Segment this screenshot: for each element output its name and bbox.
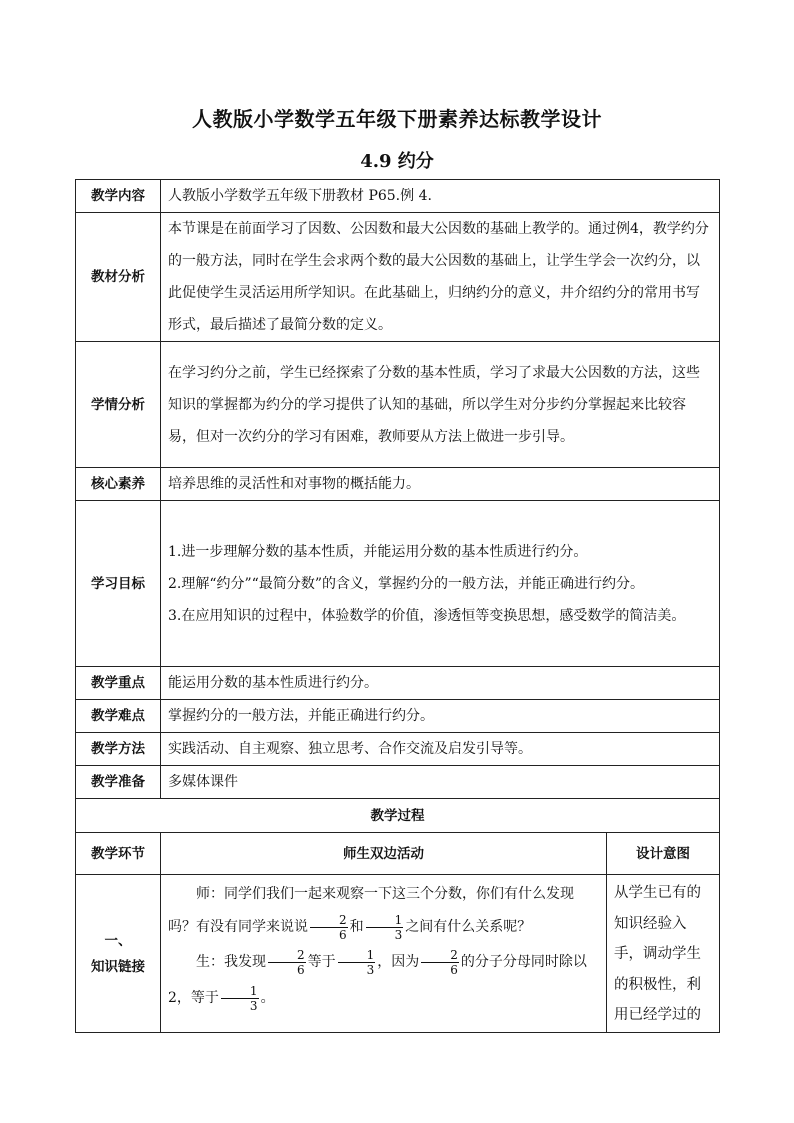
row-label: 学习目标 xyxy=(76,501,161,667)
teacher-text: 之间有什么关系呢？ xyxy=(405,919,532,935)
fraction-one-third xyxy=(338,949,376,976)
row-text: 掌握约分的一般方法，并能正确进行约分。 xyxy=(161,700,720,733)
fraction-denominator: 3 xyxy=(249,998,258,1013)
lesson-subtitle: 4.9 约分 xyxy=(360,151,434,172)
row-text: 在学习约分之前，学生已经探索了分数的基本性质，学习了求最大公因数的方法，这些知识的掌握都为约分的学习提供了认知的基础，所以学生对分步约分掌握起来比较容易，但对一次约分的学习有困难，教师要从方法上做进一步引导。 xyxy=(161,342,720,468)
fraction-numerator: 2 xyxy=(268,949,306,963)
student-text: 。 xyxy=(260,990,275,1006)
row-text: 培养思维的灵活性和对事物的概括能力。 xyxy=(161,468,720,501)
process-heading-row xyxy=(76,799,720,833)
lesson-plan-table xyxy=(75,179,720,1033)
stage-cell xyxy=(76,875,161,1033)
fraction-two-sixths xyxy=(268,949,306,976)
fraction-numerator: 2 xyxy=(310,914,348,928)
fraction-numerator: 1 xyxy=(338,949,376,963)
row-method xyxy=(76,733,720,766)
goal-item: 1.进一步理解分数的基本性质，并能运用分数的基本性质进行约分。 xyxy=(168,543,588,560)
stage-name: 知识链接 xyxy=(91,958,145,975)
row-label: 学情分析 xyxy=(76,342,161,468)
row-core-literacy xyxy=(76,468,720,501)
row-label: 教材分析 xyxy=(76,213,161,342)
row-label: 教学难点 xyxy=(76,700,161,733)
fraction-denominator: 3 xyxy=(394,927,403,942)
intent-cell: 从学生已有的知识经验入手，调动学生的积极性，利用已经学过的 xyxy=(607,875,720,1033)
stage-number: 一、 xyxy=(104,932,132,949)
row-learning-goals xyxy=(76,501,720,667)
fraction-one-third xyxy=(221,985,259,1012)
row-key-point xyxy=(76,667,720,700)
student-dialogue xyxy=(168,944,599,1016)
fraction-two-sixths xyxy=(421,949,459,976)
row-preparation xyxy=(76,766,720,799)
fraction-two-sixths xyxy=(310,914,348,941)
row-material-analysis xyxy=(76,213,720,342)
student-text: 生：我发现 xyxy=(196,954,266,970)
fraction-denominator: 6 xyxy=(450,962,458,977)
fraction-numerator: 2 xyxy=(421,949,459,963)
goal-item: 2.理解“约分”“最简分数”的含义，掌握约分的一般方法，并能正确进行约分。 xyxy=(168,575,644,592)
student-text: 的分子分母同时除以 2，等于 xyxy=(168,954,587,1006)
row-label: 教学方法 xyxy=(76,733,161,766)
row-label: 教学内容 xyxy=(76,180,161,213)
row-difficulty xyxy=(76,700,720,733)
row-text: 人教版小学数学五年级下册教材 P65.例 4. xyxy=(161,180,720,213)
col-activity-header: 师生双边活动 xyxy=(161,833,607,875)
row-content xyxy=(76,180,720,213)
fraction-numerator: 1 xyxy=(221,985,259,999)
goal-item: 3.在应用知识的过程中，体验数学的价值，渗透恒等变换思想，感受数学的简洁美。 xyxy=(168,607,686,624)
fraction-one-third xyxy=(366,914,404,941)
teacher-text: 师：同学们我们一起来观察一下这三个分数，你们有什么发现吗？有没有同学来说说 xyxy=(168,886,574,935)
row-text: 实践活动、自主观察、独立思考、合作交流及启发引导等。 xyxy=(161,733,720,766)
row-label: 教学重点 xyxy=(76,667,161,700)
student-text: ，因为 xyxy=(377,954,420,970)
fraction-denominator: 6 xyxy=(339,927,347,942)
process-heading: 教学过程 xyxy=(76,799,720,833)
row-text: 能运用分数的基本性质进行约分。 xyxy=(161,667,720,700)
process-row-knowledge-link xyxy=(76,875,720,1033)
fraction-denominator: 3 xyxy=(366,962,375,977)
student-text: 等于 xyxy=(307,954,336,970)
row-text: 多媒体课件 xyxy=(161,766,720,799)
process-column-headers xyxy=(76,833,720,875)
row-label: 核心素养 xyxy=(76,468,161,501)
activity-cell xyxy=(161,875,607,1033)
goal-list xyxy=(161,501,720,667)
document-title: 人教版小学数学五年级下册素养达标教学设计 xyxy=(192,107,602,131)
row-text: 本节课是在前面学习了因数、公因数和最大公因数的基础上教学的。通过例4，教学约分的一般方法，同时在学生会求两个数的最大公因数的基础上，让学生学会一次约分，以此促使学生灵活运用所学知识。在此基础上，归纳约分的意义，井介绍约分的常用书写形式，最后描述了最简分数的定义。 xyxy=(161,213,720,342)
col-stage-header: 教学环节 xyxy=(76,833,161,875)
teacher-dialogue xyxy=(168,878,599,944)
row-label: 教学准备 xyxy=(76,766,161,799)
row-student-analysis xyxy=(76,342,720,468)
col-intent-header: 设计意图 xyxy=(607,833,720,875)
fraction-numerator: 1 xyxy=(366,914,404,928)
teacher-text: 和 xyxy=(349,919,364,935)
fraction-denominator: 6 xyxy=(297,962,305,977)
